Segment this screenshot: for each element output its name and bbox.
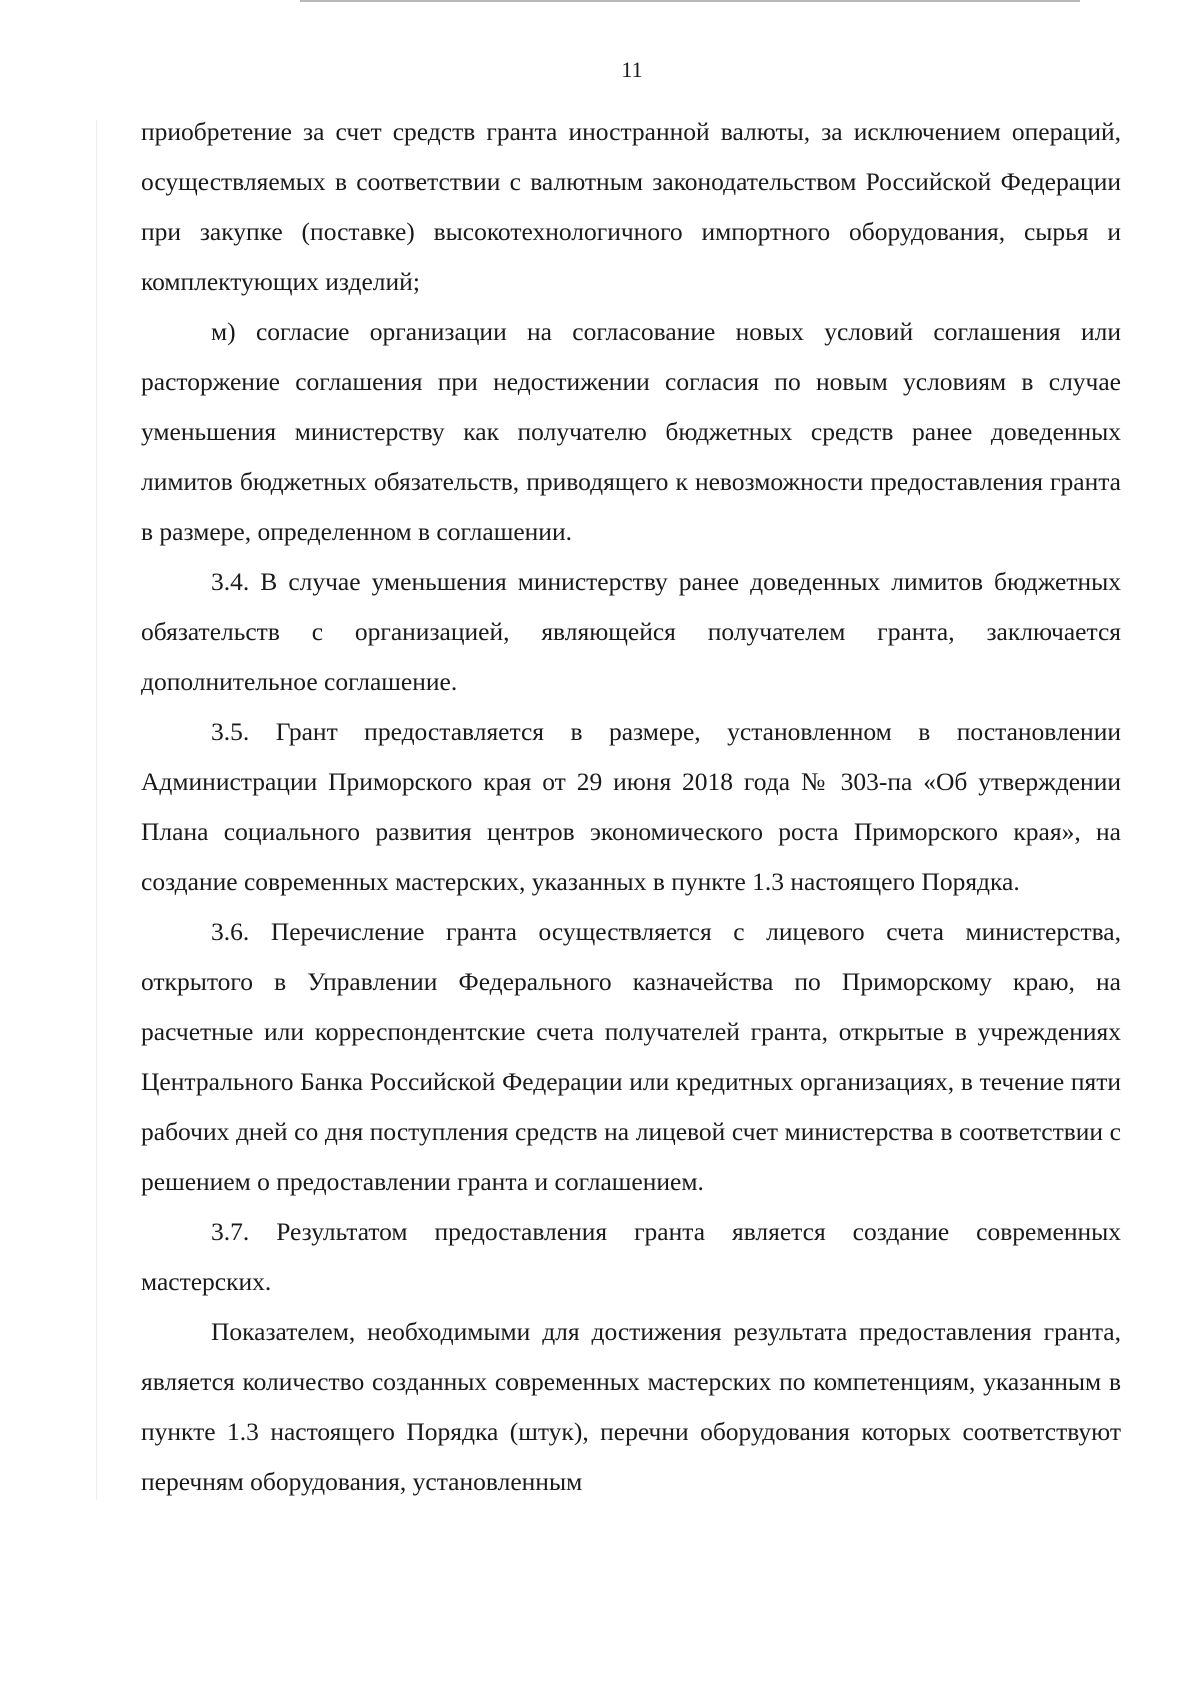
paragraph-3-5: 3.5. Грант предоставляется в размере, установленном в постановлении Администрации Приморского края от 29 июня 2018 года № 303-па «Об утверждении Плана социального развития центров экономического роста Приморского края», на создание современных мастерских, указанных в пункте 1.3 настоящего Порядка. [141, 717, 1121, 896]
scan-edge-line [300, 0, 1080, 2]
paragraph-3-6: 3.6. Перечисление гранта осуществляется с лицевого счета министерства, открытого в Управлении Федерального казначейства по Приморскому краю, на расчетные или корреспондентские счета получателей гранта, открытые в учреждениях Центрального Банка Российской Федерации или кредитных организациях, в течение пяти рабочих дней со дня поступления средств на лицевой счет министерства в соответствии с решением о предоставлении гранта и соглашением. [141, 917, 1121, 1196]
paragraph-continuation: приобретение за счет средств гранта иностранной валюты, за исключением операций, осуществляемых в соответствии с валютным законодательством Российской Федерации при закупке (поставке) высокотехнологичного импортного оборудования, сырья и комплектующих изделий; [141, 117, 1121, 296]
page-number: 11 [621, 57, 643, 82]
scan-margin-shadow [96, 120, 97, 1500]
paragraph-indicator: Показателем, необходимыми для достижения результата предоставления гранта, является количество созданных современных мастерских по компетенциям, указанным в пункте 1.3 настоящего Порядка (штук), перечни оборудования которых соответствуют перечням оборудования, установленным [141, 1317, 1121, 1496]
paragraph-3-7: 3.7. Результатом предоставления гранта является создание современных мастерских. [141, 1217, 1121, 1296]
document-body [141, 107, 1121, 1507]
paragraph-3-4: 3.4. В случае уменьшения министерству ранее доведенных лимитов бюджетных обязательств с организацией, являющейся получателем гранта, заключается дополнительное соглашение. [141, 567, 1121, 696]
paragraph-item-m: м) согласие организации на согласование новых условий соглашения или расторжение соглашения при недостижении согласия по новым условиям в случае уменьшения министерству как получателю бюджетных средств ранее доведенных лимитов бюджетных обязательств, приводящего к невозможности предоставления гранта в размере, определенном в соглашении. [141, 317, 1121, 546]
